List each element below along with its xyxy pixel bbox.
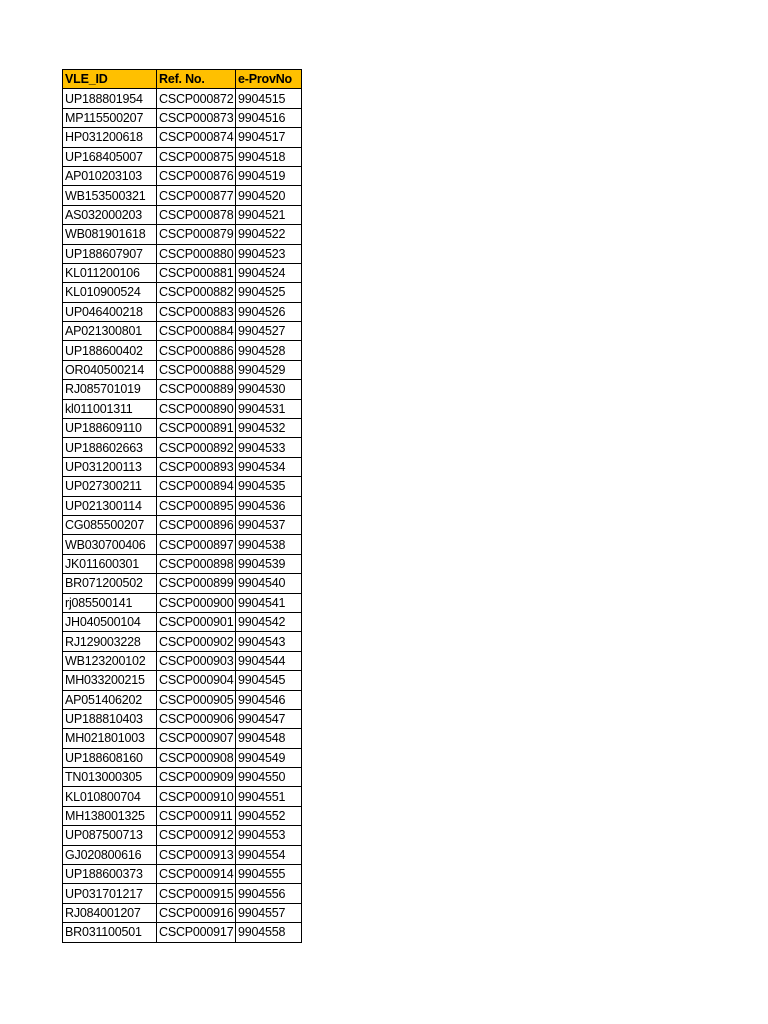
cell-ref-no[interactable]: CSCP000882: [157, 283, 236, 302]
table-row: [63, 593, 302, 612]
cell-ref-no[interactable]: CSCP000913: [157, 845, 236, 864]
cell-ref-no[interactable]: CSCP000900: [157, 593, 236, 612]
cell-e-prov-no[interactable]: 9904557: [236, 903, 302, 922]
table-row: [63, 477, 302, 496]
table-row: [63, 244, 302, 263]
table-row: [63, 380, 302, 399]
cell-vle-id[interactable]: MH033200215: [63, 671, 157, 690]
cell-e-prov-no[interactable]: 9904533: [236, 438, 302, 457]
table-row: [63, 768, 302, 787]
table-row: [63, 341, 302, 360]
table-row: [63, 89, 302, 108]
cell-vle-id[interactable]: TN013000305: [63, 768, 157, 787]
cell-e-prov-no[interactable]: 9904518: [236, 147, 302, 166]
table-row: [63, 399, 302, 418]
table-row: [63, 865, 302, 884]
cell-e-prov-no[interactable]: 9904558: [236, 923, 302, 942]
cell-vle-id[interactable]: UP188600373: [63, 865, 157, 884]
table-row: [63, 903, 302, 922]
table-row: [63, 651, 302, 670]
cell-vle-id[interactable]: UP031200113: [63, 457, 157, 476]
cell-e-prov-no[interactable]: 9904534: [236, 457, 302, 476]
cell-vle-id[interactable]: MH138001325: [63, 806, 157, 825]
cell-e-prov-no[interactable]: 9904515: [236, 89, 302, 108]
cell-e-prov-no[interactable]: 9904539: [236, 554, 302, 573]
table-row: [63, 574, 302, 593]
cell-e-prov-no[interactable]: 9904544: [236, 651, 302, 670]
cell-vle-id[interactable]: UP188607907: [63, 244, 157, 263]
cell-e-prov-no[interactable]: 9904517: [236, 128, 302, 147]
cell-e-prov-no[interactable]: 9904543: [236, 632, 302, 651]
table-row: [63, 496, 302, 515]
cell-e-prov-no[interactable]: 9904535: [236, 477, 302, 496]
table-row: [63, 166, 302, 185]
cell-ref-no[interactable]: CSCP000909: [157, 768, 236, 787]
table-row: [63, 729, 302, 748]
cell-vle-id[interactable]: HP031200618: [63, 128, 157, 147]
cell-vle-id[interactable]: AP051406202: [63, 690, 157, 709]
cell-ref-no[interactable]: CSCP000896: [157, 515, 236, 534]
cell-e-prov-no[interactable]: 9904520: [236, 186, 302, 205]
cell-e-prov-no[interactable]: 9904516: [236, 108, 302, 127]
cell-e-prov-no[interactable]: 9904538: [236, 535, 302, 554]
cell-ref-no[interactable]: CSCP000903: [157, 651, 236, 670]
cell-e-prov-no[interactable]: 9904523: [236, 244, 302, 263]
table-row: [63, 108, 302, 127]
cell-vle-id[interactable]: UP188600402: [63, 341, 157, 360]
cell-vle-id[interactable]: WB030700406: [63, 535, 157, 554]
cell-vle-id[interactable]: OR040500214: [63, 360, 157, 379]
cell-ref-no[interactable]: CSCP000905: [157, 690, 236, 709]
cell-e-prov-no[interactable]: 9904545: [236, 671, 302, 690]
cell-e-prov-no[interactable]: 9904555: [236, 865, 302, 884]
cell-vle-id[interactable]: UP021300114: [63, 496, 157, 515]
cell-e-prov-no[interactable]: 9904525: [236, 283, 302, 302]
cell-vle-id[interactable]: UP188609110: [63, 419, 157, 438]
table-row: [63, 690, 302, 709]
cell-vle-id[interactable]: UP188810403: [63, 709, 157, 728]
cell-ref-no[interactable]: CSCP000915: [157, 884, 236, 903]
cell-e-prov-no[interactable]: 9904546: [236, 690, 302, 709]
cell-e-prov-no[interactable]: 9904542: [236, 612, 302, 631]
cell-ref-no[interactable]: CSCP000888: [157, 360, 236, 379]
cell-e-prov-no[interactable]: 9904532: [236, 419, 302, 438]
cell-vle-id[interactable]: RJ085701019: [63, 380, 157, 399]
cell-vle-id[interactable]: AS032000203: [63, 205, 157, 224]
cell-vle-id[interactable]: MH021801003: [63, 729, 157, 748]
cell-ref-no[interactable]: CSCP000916: [157, 903, 236, 922]
cell-vle-id[interactable]: JK011600301: [63, 554, 157, 573]
cell-e-prov-no[interactable]: 9904526: [236, 302, 302, 321]
cell-e-prov-no[interactable]: 9904541: [236, 593, 302, 612]
cell-ref-no[interactable]: CSCP000886: [157, 341, 236, 360]
cell-e-prov-no[interactable]: 9904521: [236, 205, 302, 224]
header-ref-no[interactable]: Ref. No.: [157, 70, 236, 89]
cell-vle-id[interactable]: RJ129003228: [63, 632, 157, 651]
data-table: [62, 69, 302, 943]
cell-ref-no[interactable]: CSCP000894: [157, 477, 236, 496]
cell-vle-id[interactable]: UP027300211: [63, 477, 157, 496]
spreadsheet-sheet: [62, 69, 302, 943]
cell-e-prov-no[interactable]: 9904556: [236, 884, 302, 903]
cell-ref-no[interactable]: CSCP000906: [157, 709, 236, 728]
table-row: [63, 128, 302, 147]
cell-vle-id[interactable]: AP021300801: [63, 322, 157, 341]
table-row: [63, 787, 302, 806]
cell-e-prov-no[interactable]: 9904519: [236, 166, 302, 185]
table-row: [63, 186, 302, 205]
cell-e-prov-no[interactable]: 9904536: [236, 496, 302, 515]
cell-ref-no[interactable]: CSCP000878: [157, 205, 236, 224]
cell-vle-id[interactable]: UP188801954: [63, 89, 157, 108]
table-row: [63, 826, 302, 845]
cell-ref-no[interactable]: CSCP000874: [157, 128, 236, 147]
cell-ref-no[interactable]: CSCP000895: [157, 496, 236, 515]
cell-vle-id[interactable]: WB081901618: [63, 225, 157, 244]
cell-vle-id[interactable]: KL010900524: [63, 283, 157, 302]
cell-ref-no[interactable]: CSCP000877: [157, 186, 236, 205]
cell-ref-no[interactable]: CSCP000897: [157, 535, 236, 554]
cell-vle-id[interactable]: CG085500207: [63, 515, 157, 534]
table-row: [63, 360, 302, 379]
cell-vle-id[interactable]: JH040500104: [63, 612, 157, 631]
cell-e-prov-no[interactable]: 9904552: [236, 806, 302, 825]
table-row: [63, 322, 302, 341]
cell-e-prov-no[interactable]: 9904549: [236, 748, 302, 767]
table-row: [63, 438, 302, 457]
cell-ref-no[interactable]: CSCP000881: [157, 263, 236, 282]
cell-ref-no[interactable]: CSCP000890: [157, 399, 236, 418]
header-row: [63, 70, 302, 89]
table-row: [63, 806, 302, 825]
cell-ref-no[interactable]: CSCP000914: [157, 865, 236, 884]
cell-vle-id[interactable]: UP188602663: [63, 438, 157, 457]
cell-e-prov-no[interactable]: 9904529: [236, 360, 302, 379]
cell-vle-id[interactable]: UP046400218: [63, 302, 157, 321]
table-row: [63, 283, 302, 302]
cell-ref-no[interactable]: CSCP000893: [157, 457, 236, 476]
cell-ref-no[interactable]: CSCP000910: [157, 787, 236, 806]
cell-e-prov-no[interactable]: 9904547: [236, 709, 302, 728]
table-row: [63, 263, 302, 282]
cell-vle-id[interactable]: kl011001311: [63, 399, 157, 418]
table-row: [63, 457, 302, 476]
table-row: [63, 612, 302, 631]
cell-e-prov-no[interactable]: 9904548: [236, 729, 302, 748]
table-row: [63, 709, 302, 728]
cell-e-prov-no[interactable]: 9904522: [236, 225, 302, 244]
cell-vle-id[interactable]: UP168405007: [63, 147, 157, 166]
table-row: [63, 845, 302, 864]
cell-vle-id[interactable]: KL010800704: [63, 787, 157, 806]
cell-ref-no[interactable]: CSCP000898: [157, 554, 236, 573]
cell-ref-no[interactable]: CSCP000879: [157, 225, 236, 244]
cell-ref-no[interactable]: CSCP000908: [157, 748, 236, 767]
cell-vle-id[interactable]: RJ084001207: [63, 903, 157, 922]
cell-vle-id[interactable]: WB153500321: [63, 186, 157, 205]
cell-vle-id[interactable]: UP087500713: [63, 826, 157, 845]
cell-e-prov-no[interactable]: 9904554: [236, 845, 302, 864]
cell-e-prov-no[interactable]: 9904550: [236, 768, 302, 787]
cell-ref-no[interactable]: CSCP000880: [157, 244, 236, 263]
table-row: [63, 884, 302, 903]
cell-e-prov-no[interactable]: 9904530: [236, 380, 302, 399]
cell-ref-no[interactable]: CSCP000889: [157, 380, 236, 399]
cell-ref-no[interactable]: CSCP000912: [157, 826, 236, 845]
cell-ref-no[interactable]: CSCP000911: [157, 806, 236, 825]
cell-vle-id[interactable]: UP188608160: [63, 748, 157, 767]
cell-e-prov-no[interactable]: 9904553: [236, 826, 302, 845]
cell-ref-no[interactable]: CSCP000883: [157, 302, 236, 321]
cell-ref-no[interactable]: CSCP000899: [157, 574, 236, 593]
cell-ref-no[interactable]: CSCP000907: [157, 729, 236, 748]
header-e-prov-no[interactable]: e-ProvNo: [236, 70, 302, 89]
table-row: [63, 205, 302, 224]
cell-vle-id[interactable]: GJ020800616: [63, 845, 157, 864]
cell-e-prov-no[interactable]: 9904537: [236, 515, 302, 534]
cell-ref-no[interactable]: CSCP000873: [157, 108, 236, 127]
cell-e-prov-no[interactable]: 9904551: [236, 787, 302, 806]
table-row: [63, 554, 302, 573]
cell-vle-id[interactable]: rj085500141: [63, 593, 157, 612]
cell-e-prov-no[interactable]: 9904540: [236, 574, 302, 593]
cell-vle-id[interactable]: BR071200502: [63, 574, 157, 593]
cell-e-prov-no[interactable]: 9904528: [236, 341, 302, 360]
table-row: [63, 535, 302, 554]
cell-vle-id[interactable]: MP115500207: [63, 108, 157, 127]
table-row: [63, 632, 302, 651]
table-row: [63, 748, 302, 767]
cell-vle-id[interactable]: WB123200102: [63, 651, 157, 670]
cell-vle-id[interactable]: AP010203103: [63, 166, 157, 185]
table-body: [63, 89, 302, 942]
cell-ref-no[interactable]: CSCP000904: [157, 671, 236, 690]
cell-ref-no[interactable]: CSCP000902: [157, 632, 236, 651]
cell-ref-no[interactable]: CSCP000875: [157, 147, 236, 166]
table-row: [63, 671, 302, 690]
table-row: [63, 419, 302, 438]
cell-e-prov-no[interactable]: 9904531: [236, 399, 302, 418]
cell-ref-no[interactable]: CSCP000892: [157, 438, 236, 457]
cell-e-prov-no[interactable]: 9904524: [236, 263, 302, 282]
table-row: [63, 515, 302, 534]
table-row: [63, 302, 302, 321]
cell-vle-id[interactable]: BR031100501: [63, 923, 157, 942]
cell-vle-id[interactable]: UP031701217: [63, 884, 157, 903]
header-vle-id[interactable]: VLE_ID: [63, 70, 157, 89]
cell-ref-no[interactable]: CSCP000884: [157, 322, 236, 341]
cell-ref-no[interactable]: CSCP000872: [157, 89, 236, 108]
cell-vle-id[interactable]: KL011200106: [63, 263, 157, 282]
table-row: [63, 147, 302, 166]
cell-ref-no[interactable]: CSCP000901: [157, 612, 236, 631]
cell-e-prov-no[interactable]: 9904527: [236, 322, 302, 341]
table-row: [63, 225, 302, 244]
table-row: [63, 923, 302, 942]
cell-ref-no[interactable]: CSCP000891: [157, 419, 236, 438]
cell-ref-no[interactable]: CSCP000876: [157, 166, 236, 185]
cell-ref-no[interactable]: CSCP000917: [157, 923, 236, 942]
